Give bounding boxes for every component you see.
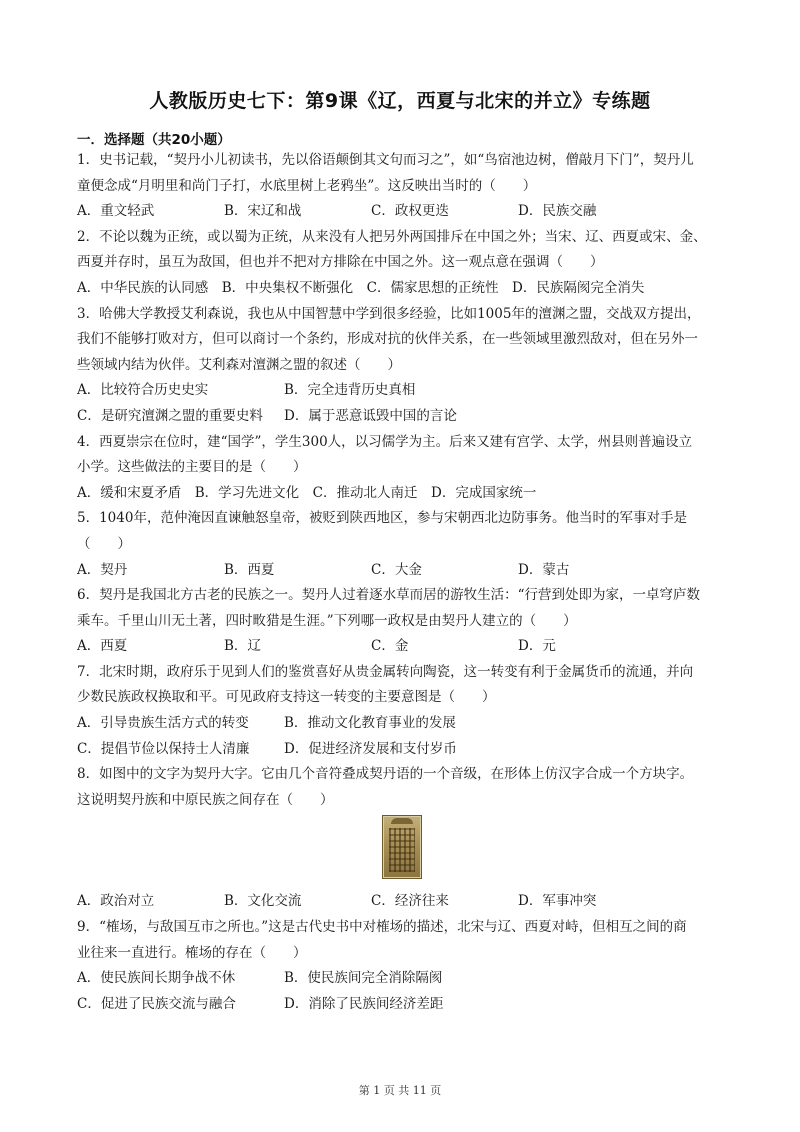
answer-options	[77, 889, 725, 915]
option-d[interactable]: D．军事冲突	[518, 893, 597, 910]
question-5	[77, 506, 725, 583]
option-b[interactable]: B．推动文化教育事业的发展	[284, 715, 456, 732]
option-d[interactable]: D．属于恶意诋毁中国的言论	[284, 407, 457, 424]
option-d[interactable]: D．元	[518, 638, 556, 655]
option-b[interactable]: B．宋辽和战	[224, 203, 302, 220]
option-b[interactable]: B．西夏	[224, 561, 275, 578]
question-text-line: 3．哈佛大学教授艾利森说，我也从中国智慧中学到很多经验，比如1005年的澶渊之盟，交战双方提出，	[77, 305, 701, 322]
option-b[interactable]: B．辽	[224, 638, 261, 655]
question-text-line: 些领域内结为伙伴。艾利森对澶渊之盟的叙述（ ）	[77, 356, 401, 373]
answer-options-row	[77, 737, 725, 763]
question-list	[77, 148, 725, 1017]
question-text-line: 9．“榷场，与敌国互市之所也。”这是古代史书中对榷场的描述，北宋与辽、西夏对峙，但相互之间的商	[77, 919, 687, 936]
question-text-line: 我们不能够打败对方，但可以商讨一个条约，形成对抗的伙伴关系，在一些领域里激烈敌对，但在另外一	[77, 331, 698, 348]
question-4	[77, 430, 725, 507]
option-c[interactable]: C．金	[371, 638, 409, 655]
answer-options-row	[77, 711, 725, 737]
option-d[interactable]: D．蒙古	[518, 561, 570, 578]
option-c[interactable]: C．促进了民族交流与融合	[77, 995, 236, 1012]
question-text-line: 西夏并存时，虽互为敌国，但也并不把对方排除在中国之外。这一观点意在强调（ ）	[77, 254, 604, 271]
option-b[interactable]: B．完全违背历史真相	[284, 382, 416, 399]
question-text-line: （ ）	[77, 535, 131, 552]
question-text-line: 8．如图中的文字为契丹大字。它由几个音符叠成契丹语的一个音级，在形体上仿汉字合成一个方块字。	[77, 766, 694, 783]
option-c[interactable]: C．是研究澶渊之盟的重要史料	[77, 407, 263, 424]
answer-options-row	[77, 992, 725, 1018]
question-text-line: 这说明契丹族和中原民族之间存在（ ）	[77, 791, 334, 808]
question-1	[77, 148, 725, 225]
option-a[interactable]: A．使民族间长期争战不休	[77, 970, 236, 987]
option-a[interactable]: A．西夏	[77, 638, 128, 655]
document-title: 人教版历史七下：第9课《辽，西夏与北宋的并立》专练题	[149, 90, 651, 112]
answer-options-row	[77, 378, 725, 404]
answer-options-line[interactable]: A．缓和宋夏矛盾 B．学习先进文化 C．推动北人南迁 D．完成国家统一	[77, 484, 537, 501]
question-2	[77, 225, 725, 302]
answer-options-row	[77, 966, 725, 992]
option-c[interactable]: C．经济往来	[371, 893, 449, 910]
question-text-line: 少数民族政权换取和平。可见政府支持这一转变的主要意图是（ ）	[77, 689, 496, 706]
question-text-line: 童便念成“月明里和尚门子打，水底里树上老鸦坐”。这反映出当时的（ ）	[77, 177, 537, 194]
question-text-line: 小学。这些做法的主要目的是（ ）	[77, 459, 307, 476]
option-d[interactable]: D．民族交融	[518, 203, 597, 220]
question-text-line: 5．1040年，范仲淹因直谏触怒皇帝，被贬到陕西地区，参与宋朝西北边防事务。他当时的军事对手是	[77, 510, 687, 527]
option-b[interactable]: B．使民族间完全消除隔阂	[284, 970, 443, 987]
question-7	[77, 660, 725, 762]
question-text-line: 1．史书记载，“契丹小儿初读书，先以俗语颠倒其文句而习之”，如“鸟宿池边树，僧敲月下门”，契丹儿	[77, 152, 694, 168]
answer-options-row	[77, 404, 725, 430]
option-a[interactable]: A．契丹	[77, 561, 128, 578]
question-3	[77, 302, 725, 430]
option-c[interactable]: C．政权更迭	[371, 203, 449, 220]
option-a[interactable]: A．政治对立	[77, 893, 155, 910]
answer-options	[77, 199, 725, 225]
answer-options	[77, 558, 725, 584]
option-a[interactable]: A．引导贵族生活方式的转变	[77, 715, 249, 732]
section-heading: 一．选择题（共20小题）	[77, 132, 231, 148]
question-6	[77, 583, 725, 660]
khitan-script-tablet-image	[382, 815, 422, 879]
question-text-line: 乘车。千里山川无土著，四时畋猎是生涯。”下列哪一政权是由契丹人建立的（ ）	[77, 612, 577, 629]
question-text-line: 2．不论以魏为正统，或以蜀为正统，从来没有人把另外两国排斥在中国之外；当宋、辽、西夏或宋、金、	[77, 228, 707, 245]
figure-container	[77, 813, 725, 889]
option-b[interactable]: B．文化交流	[224, 893, 302, 910]
option-a[interactable]: A．比较符合历史史实	[77, 382, 209, 399]
answer-options-line[interactable]: A．中华民族的认同感 B．中央集权不断强化 C．儒家思想的正统性 D．民族隔阂完全消失	[77, 279, 645, 296]
question-text-line: 7．北宋时期，政府乐于见到人们的鉴赏喜好从贵金属转向陶瓷，这一转变有利于金属货币的流通，并向	[77, 663, 694, 680]
option-c[interactable]: C．提倡节俭以保持士人清廉	[77, 740, 250, 757]
option-c[interactable]: C．大金	[371, 561, 422, 578]
question-text-line: 业往来一直进行。榷场的存在（ ）	[77, 944, 307, 961]
question-9	[77, 915, 725, 1017]
question-8	[77, 762, 725, 915]
answer-options	[77, 634, 725, 660]
option-d[interactable]: D．促进经济发展和支付岁币	[284, 740, 457, 757]
question-text-line: 4．西夏崇宗在位时，建“国学”，学生300人，以习儒学为主。后来又建有宫学、太学，州县则普遍设立	[77, 433, 693, 450]
option-d[interactable]: D．消除了民族间经济差距	[284, 995, 444, 1012]
question-text-line: 6．契丹是我国北方古老的民族之一。契丹人过着逐水草而居的游牧生活：“行营到处即为家，一卓穹庐数	[77, 587, 700, 604]
option-a[interactable]: A．重文轻武	[77, 203, 155, 220]
page-footer: 第 1 页 共 11 页	[358, 1084, 442, 1097]
